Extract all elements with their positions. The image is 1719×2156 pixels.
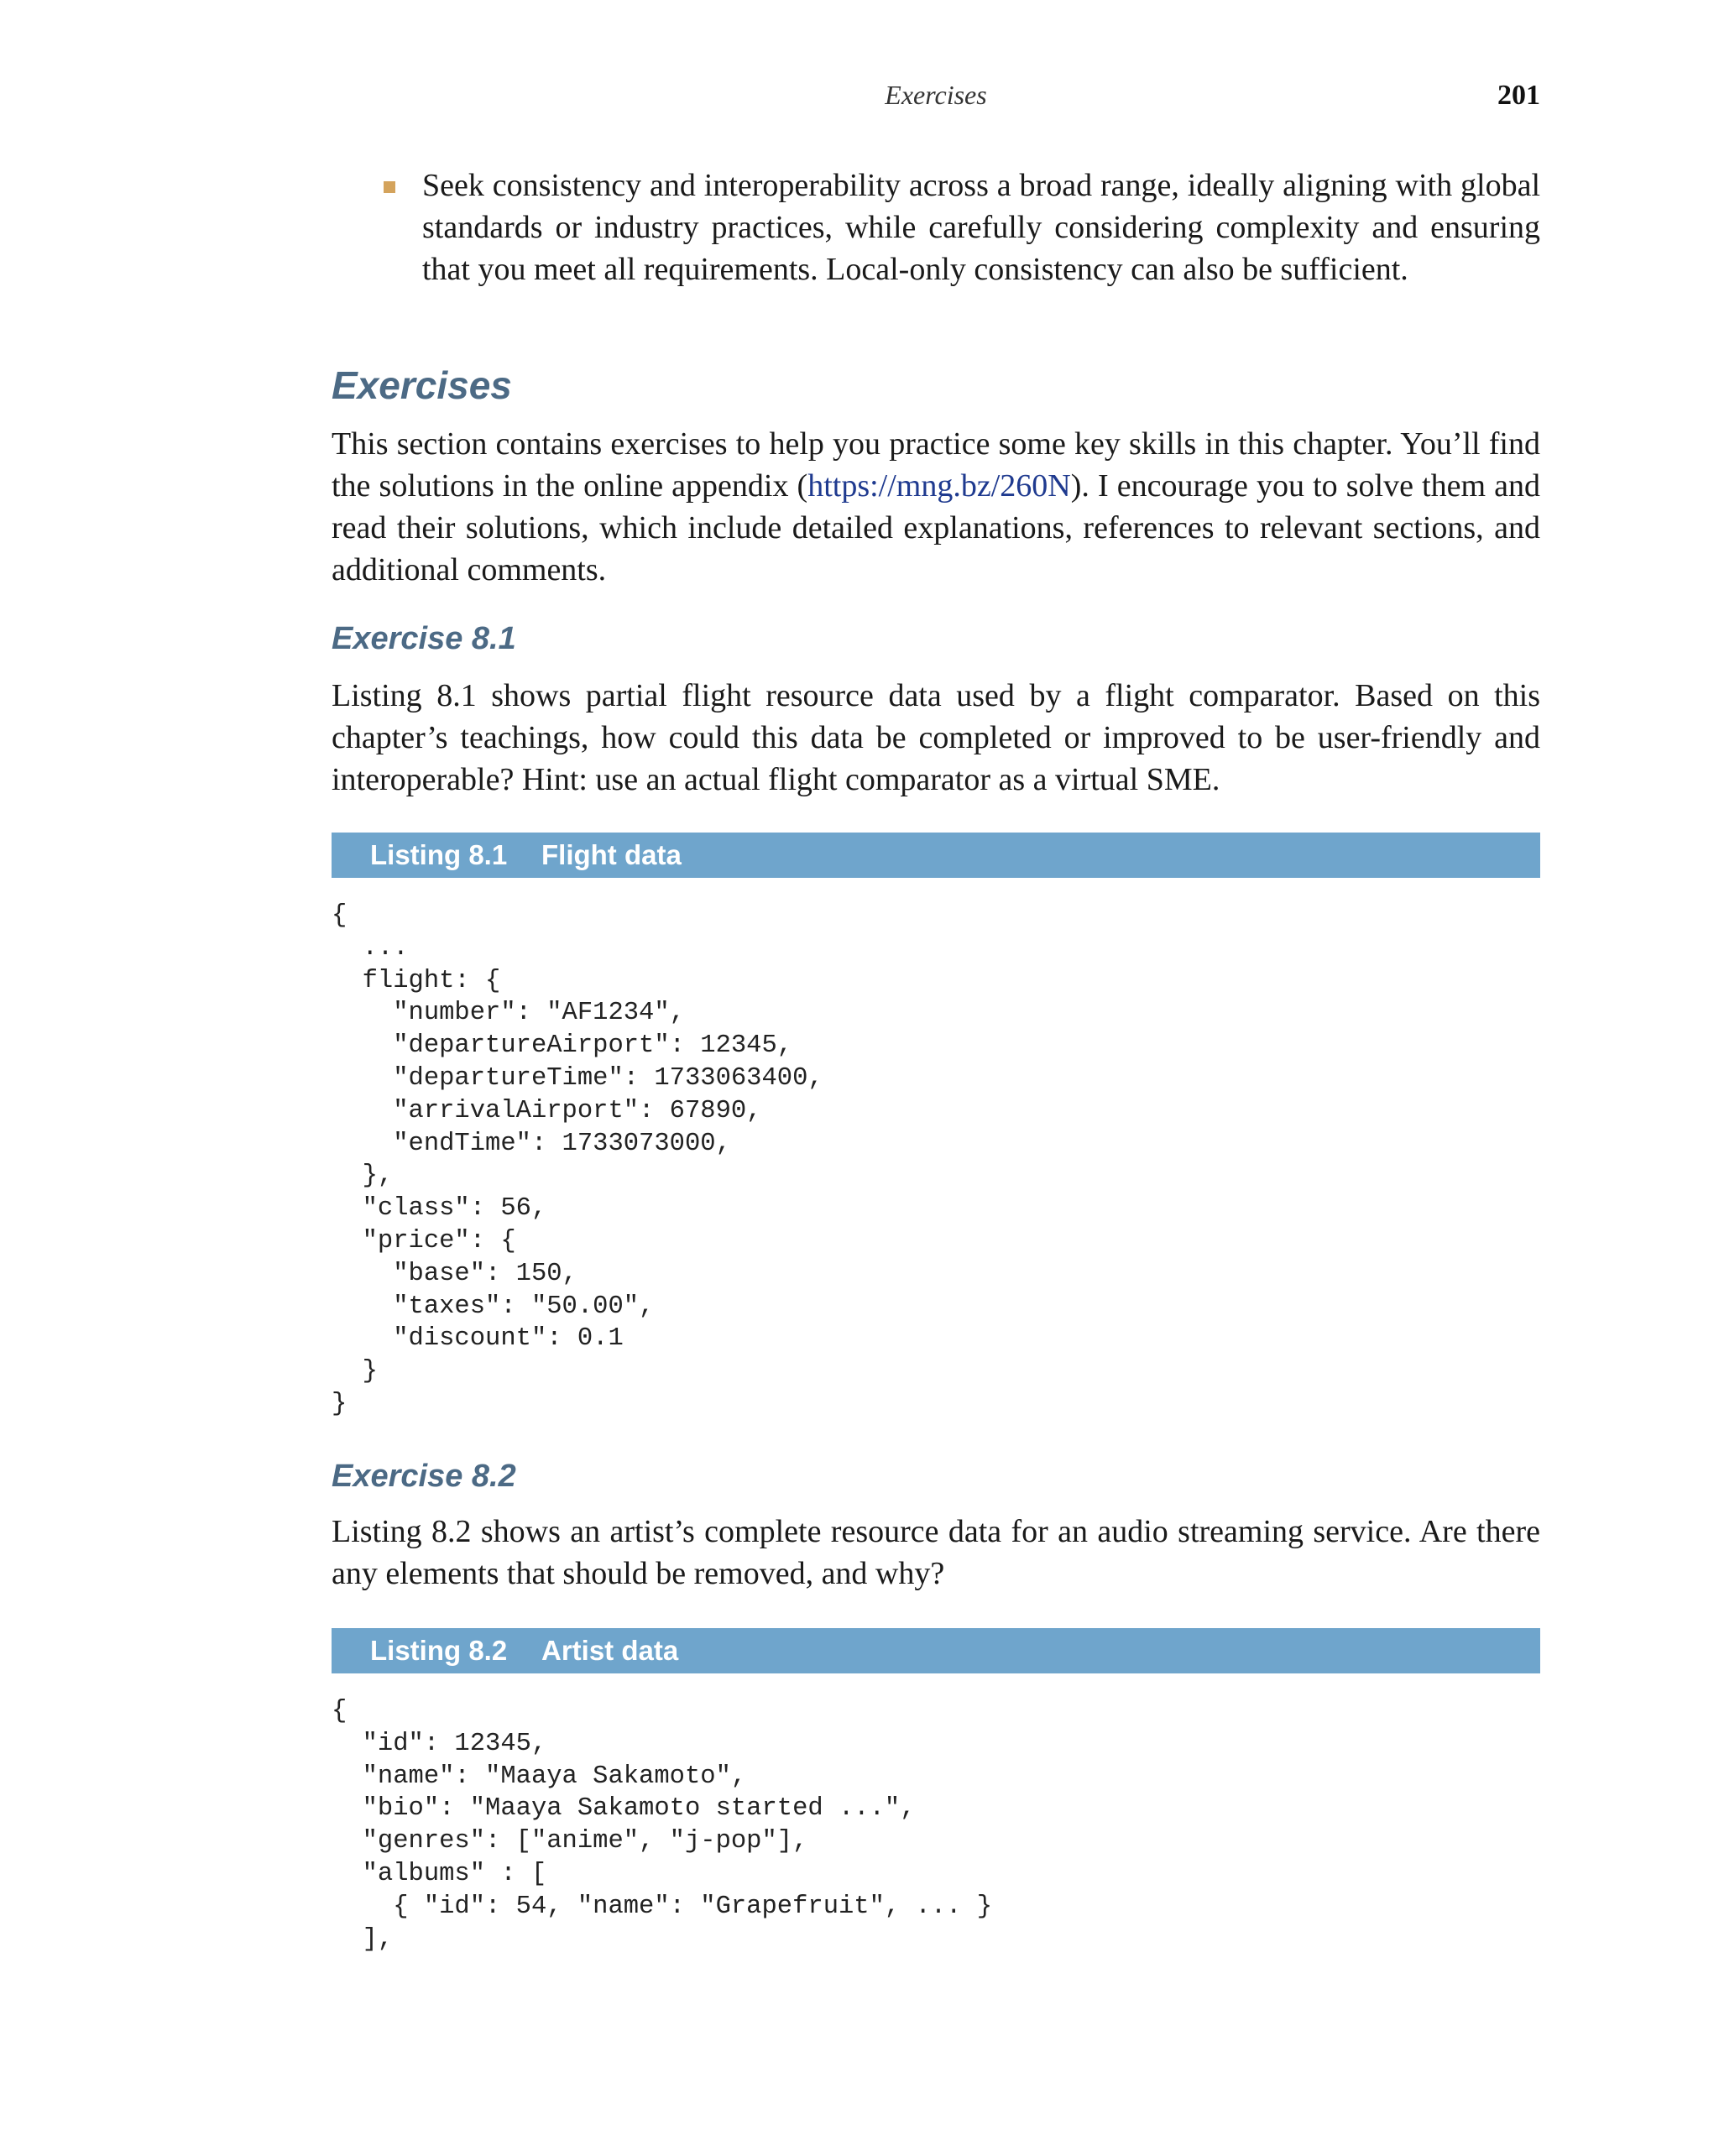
listing-number: Listing 8.2: [370, 1635, 508, 1666]
code-line: },: [332, 1162, 394, 1191]
exercise-8-1-text: Listing 8.1 shows partial flight resource data used by a flight comparator. Based on this chapter’s teachings, how could this data be completed or improved to be user-friendly and interoperable? Hint: use an actual flight comparator as a virtual SME.: [332, 678, 1540, 797]
code-line: "price": {: [332, 1226, 516, 1255]
intro-text-start: This section contains exercises to help you practice some key skills in this chapter. You’ll find the solutions in the online appendix (: [332, 426, 1540, 504]
page-number: 201: [1497, 80, 1540, 111]
code-line: "base": 150,: [332, 1259, 577, 1288]
code-line: {: [332, 1697, 347, 1725]
bullet-square-icon: [384, 181, 395, 193]
code-line: flight: {: [332, 966, 501, 995]
code-line: "albums" : [: [332, 1859, 547, 1888]
code-line: "bio": "Maaya Sakamoto started ...",: [332, 1794, 916, 1824]
code-line: ],: [332, 1924, 394, 1954]
code-line: "name": "Maaya Sakamoto",: [332, 1762, 747, 1791]
running-head: [332, 80, 1540, 117]
listing-8-2-caption: [332, 1628, 1540, 1673]
code-line: "class": 56,: [332, 1194, 547, 1224]
code-line: "arrivalAirport": 67890,: [332, 1096, 762, 1125]
exercise-8-2-text: Listing 8.2 shows an artist’s complete resource data for an audio streaming service. Are there any elements that should be removed, and why?: [332, 1514, 1540, 1591]
code-line: ...: [332, 933, 409, 963]
appendix-link[interactable]: https://mng.bz/260N: [807, 468, 1071, 504]
listing-8-1-code: [332, 900, 823, 1421]
code-line: "departureAirport": 12345,: [332, 1031, 793, 1061]
exercise-8-1-heading: Exercise 8.1: [332, 621, 516, 656]
listing-title: Artist data: [541, 1635, 679, 1666]
code-line: "number": "AF1234",: [332, 999, 685, 1028]
running-title: Exercises: [885, 80, 987, 110]
listing-8-2-code: [332, 1695, 992, 1955]
code-line: "id": 12345,: [332, 1729, 547, 1758]
listing-number: Listing 8.1: [370, 839, 508, 870]
intro-text-end: ). I encourage you to solve them and read their solutions, which include detailed explanations, references to relevant sections, and additional comments.: [332, 468, 1540, 587]
code-line: "discount": 0.1: [332, 1324, 624, 1354]
code-line: "genres": ["anime", "j-pop"],: [332, 1827, 808, 1856]
code-line: {: [332, 901, 347, 930]
code-line: "departureTime": 1733063400,: [332, 1063, 823, 1093]
exercise-8-2-heading: Exercise 8.2: [332, 1459, 516, 1494]
code-line: }: [332, 1357, 378, 1386]
code-line: }: [332, 1389, 347, 1418]
section-intro: [332, 423, 1540, 591]
code-line: { "id": 54, "name": "Grapefruit", ... }: [332, 1892, 993, 1921]
code-line: "endTime": 1733073000,: [332, 1129, 731, 1158]
bullet-item: [422, 164, 1540, 290]
listing-8-1-caption: [332, 833, 1540, 878]
bullet-text: Seek consistency and interoperability across a broad range, ideally aligning with global standards or industry practices, while carefully considering complexity and ensuring that you meet all requirements. Local-only consistency can also be sufficient.: [422, 168, 1540, 287]
section-heading: Exercises: [332, 363, 512, 407]
code-line: "taxes": "50.00",: [332, 1292, 655, 1321]
listing-title: Flight data: [541, 839, 682, 870]
